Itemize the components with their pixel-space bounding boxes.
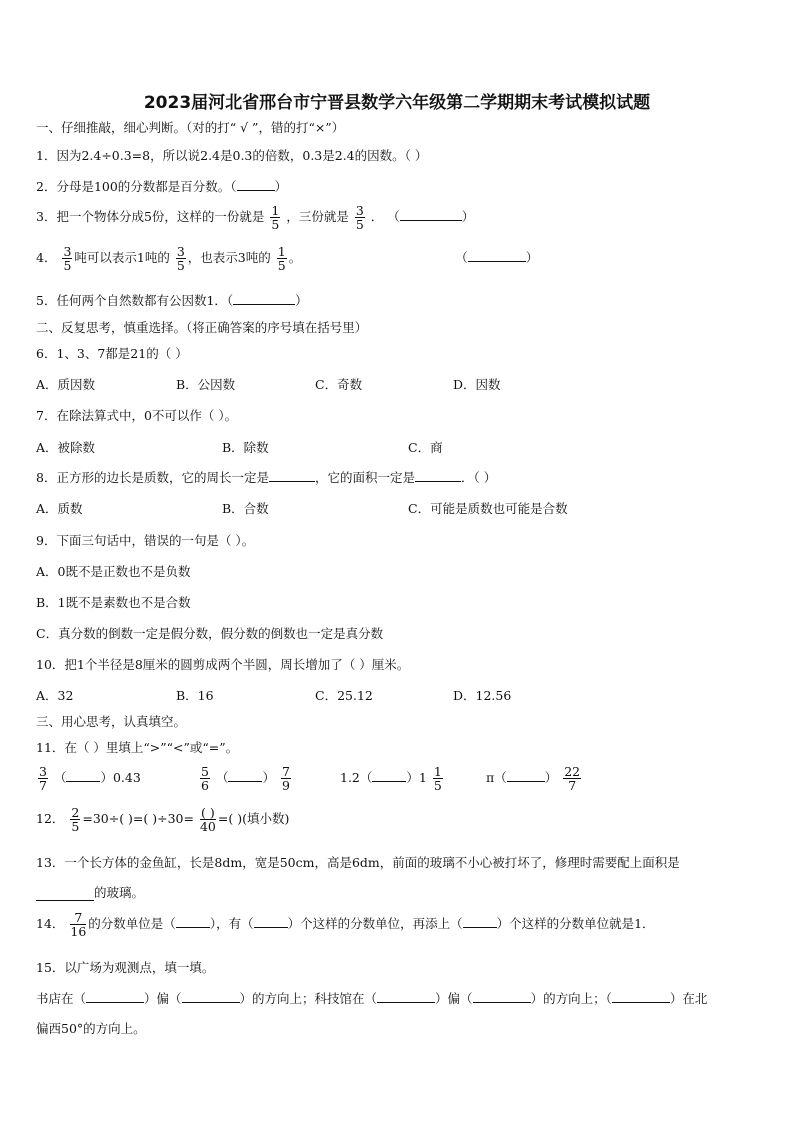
q15-t5: ）的方向上；（	[530, 991, 612, 1006]
q15-blank-4[interactable]	[473, 1002, 531, 1003]
section-3-heading: 三、用心思考，认真填空。	[36, 714, 187, 729]
q14-blank-1[interactable]	[176, 927, 210, 928]
question-14	[36, 911, 655, 938]
q4-blank[interactable]	[468, 261, 526, 262]
q13-blank[interactable]	[36, 885, 94, 901]
q15-blank-5[interactable]	[612, 1002, 670, 1003]
q10-option-a[interactable]: A．32	[36, 688, 74, 703]
q11-i2-close: ）	[262, 770, 275, 786]
q8-text-2: ，它的面积一定是	[314, 470, 415, 485]
q3-text: 3．把一个物体分成5份，这样的一份就是	[36, 209, 265, 225]
q2-text: 2．分母是100的分数都是百分数。（	[36, 179, 237, 194]
q4-close: ）	[525, 250, 539, 266]
q2-blank[interactable]	[237, 190, 275, 191]
q11-fraction-3-7: $\frac{3}{7}$	[39, 764, 47, 794]
q11-blank-2[interactable]	[228, 781, 262, 782]
q10-option-c[interactable]: C．25.12	[315, 688, 373, 703]
q10-option-d[interactable]: D．12.56	[453, 688, 512, 703]
q3-fraction-2: $\frac{3}{5}$	[355, 203, 364, 233]
q13-text-2: 的玻璃。	[94, 885, 145, 900]
q7-option-c[interactable]: C．商	[408, 440, 443, 455]
question-8	[36, 468, 496, 486]
q11-blank-1[interactable]	[66, 781, 100, 782]
q6-option-a[interactable]: A．质因数	[36, 377, 96, 392]
q5-text: 5．任何两个自然数都有公因数1．（	[36, 293, 234, 308]
question-3	[36, 204, 474, 231]
q4-fraction-3: $\frac{1}{5}$	[277, 244, 286, 274]
page-title: 2023届河北省邢台市宁晋县数学六年级第二学期期末考试模拟试题	[143, 93, 651, 113]
q6-option-d[interactable]: D．因数	[453, 377, 501, 392]
q4-fraction-1: $\frac{3}{5}$	[63, 244, 72, 274]
q15-blank-1[interactable]	[86, 1002, 144, 1003]
q14-text-3: ）个这样的分数单位，再添上（	[287, 916, 463, 932]
q11-i1-rest: ）0.43	[100, 770, 141, 786]
q15-blank-2[interactable]	[182, 1002, 240, 1003]
q11-item-3	[340, 765, 445, 792]
q4-text-2: ，也表示3吨的	[187, 250, 271, 266]
q8-option-a[interactable]: A．质数	[36, 501, 83, 516]
q12-fraction-blank-40[interactable]: $\frac{( )}{40}$	[199, 805, 216, 835]
q8-text-3: ．（ ）	[460, 470, 497, 485]
question-13-cont	[36, 883, 144, 901]
q9-option-b[interactable]: B．1既不是素数也不是合数	[36, 595, 191, 610]
q11-i2-open: （	[215, 770, 229, 786]
question-4	[36, 245, 538, 272]
q11-item-2	[198, 765, 293, 792]
q9-option-c[interactable]: C．真分数的倒数一定是假分数，假分数的倒数也一定是真分数	[36, 626, 384, 641]
q8-option-c[interactable]: C．可能是质数也可能是合数	[408, 501, 568, 516]
q14-blank-3[interactable]	[463, 927, 497, 928]
q11-fraction-5-6: $\frac{5}{6}$	[201, 764, 209, 794]
q14-text-4: ）个这样的分数单位就是1．	[496, 916, 655, 932]
question-1: 1．因为2.4÷0.3=8，所以说2.4是0.3的倍数，0.3是2.4的因数。（ ）	[36, 148, 428, 163]
q8-text: 8．正方形的边长是质数，它的周长一定是	[36, 470, 269, 485]
q11-item-4	[486, 765, 583, 792]
q11-fraction-7-9: $\frac{7}{9}$	[281, 764, 290, 794]
q3-blank[interactable]	[400, 220, 462, 221]
q4-fraction-2: $\frac{3}{5}$	[176, 244, 185, 274]
question-11: 11．在（ ）里填上“>”“<”或“=”。	[36, 740, 239, 755]
q11-i3-text: 1.2（	[340, 770, 373, 786]
question-7: 7．在除法算式中，0不可以作（ ）。	[36, 408, 238, 423]
q14-text-2: ），有（	[209, 916, 254, 932]
question-13: 13．一个长方体的金鱼缸，长是8dm，宽是50cm，高是6dm，前面的玻璃不小心被打坏了，修理时需要配上面积是	[36, 855, 680, 870]
question-15: 15．以广场为观测点，填一填。	[36, 960, 215, 975]
q15-t3: ）的方向上；科技馆在（	[239, 991, 378, 1006]
q4-text: 吨可以表示1吨的	[74, 250, 170, 266]
question-12	[36, 806, 289, 833]
q11-blank-4[interactable]	[507, 781, 545, 782]
q3-text-2: ，三份就是	[286, 209, 349, 225]
question-10: 10．把1个半径是8厘米的圆剪成两个半圆，周长增加了（ ）厘米。	[36, 657, 410, 672]
q14-fraction-7-16: $\frac{7}{16}$	[70, 910, 87, 940]
question-6: 6．1、3、7都是21的（ ）	[36, 346, 188, 361]
q15-t2: ）偏（	[144, 991, 182, 1006]
q11-i4-text: π（	[486, 770, 507, 786]
q11-fraction-1-5: $\frac{1}{5}$	[433, 764, 442, 794]
q11-item-1	[36, 765, 141, 792]
q7-option-a[interactable]: A．被除数	[36, 440, 96, 455]
q8-option-b[interactable]: B．合数	[222, 501, 269, 516]
q5-close: ）	[295, 293, 308, 308]
q5-blank[interactable]	[233, 304, 295, 305]
q4-text-3: 。	[288, 250, 302, 266]
q8-blank-1[interactable]	[269, 481, 315, 482]
q3-fraction-1: $\frac{1}{5}$	[271, 203, 280, 233]
q6-option-c[interactable]: C．奇数	[315, 377, 363, 392]
q12-text: =30÷( )=( )÷30=	[82, 811, 194, 827]
q4-open: （	[455, 250, 468, 266]
q4-num: 4．	[36, 250, 57, 266]
question-2	[36, 177, 287, 195]
q15-blank-3[interactable]	[377, 1002, 435, 1003]
q3-close: ）	[461, 209, 475, 225]
q10-option-b[interactable]: B．16	[176, 688, 214, 703]
q14-text: 的分数单位是（	[88, 916, 176, 932]
q12-text-2: =( )(填小数)	[217, 811, 290, 827]
q15-line-1	[36, 989, 707, 1007]
q11-blank-3[interactable]	[372, 781, 406, 782]
question-5	[36, 291, 308, 309]
question-9: 9．下面三句话中，错误的一句是（ ）。	[36, 533, 255, 548]
q15-t6: ）在北	[669, 991, 708, 1006]
q14-num: 14．	[36, 916, 65, 932]
q15-t4: ）偏（	[435, 991, 473, 1006]
q15-line-2: 偏西50°的方向上。	[36, 1021, 146, 1036]
q12-fraction-2-5: $\frac{2}{5}$	[71, 805, 80, 835]
q14-blank-2[interactable]	[254, 927, 288, 928]
section-1-heading: 一、仔细推敲，细心判断。（对的打“ √ ”，错的打“×”）	[36, 120, 345, 135]
q12-num: 12．	[36, 811, 65, 827]
q11-fraction-22-7: $\frac{22}{7}$	[564, 764, 581, 794]
q15-t1: 书店在（	[36, 991, 87, 1006]
q9-option-a[interactable]: A．0既不是正数也不是负数	[36, 564, 191, 579]
q3-text-3: ． （	[370, 209, 400, 225]
q7-option-b[interactable]: B．除数	[222, 440, 269, 455]
q2-close: ）	[274, 179, 288, 194]
q11-i1-open: （	[53, 770, 67, 786]
q8-blank-2[interactable]	[415, 481, 461, 482]
q11-i4-close: ）	[544, 770, 558, 786]
q11-i3-close: ）1	[406, 770, 427, 786]
section-2-heading: 二、反复思考，慎重选择。（将正确答案的序号填在括号里）	[36, 320, 368, 335]
q6-option-b[interactable]: B．公因数	[176, 377, 236, 392]
